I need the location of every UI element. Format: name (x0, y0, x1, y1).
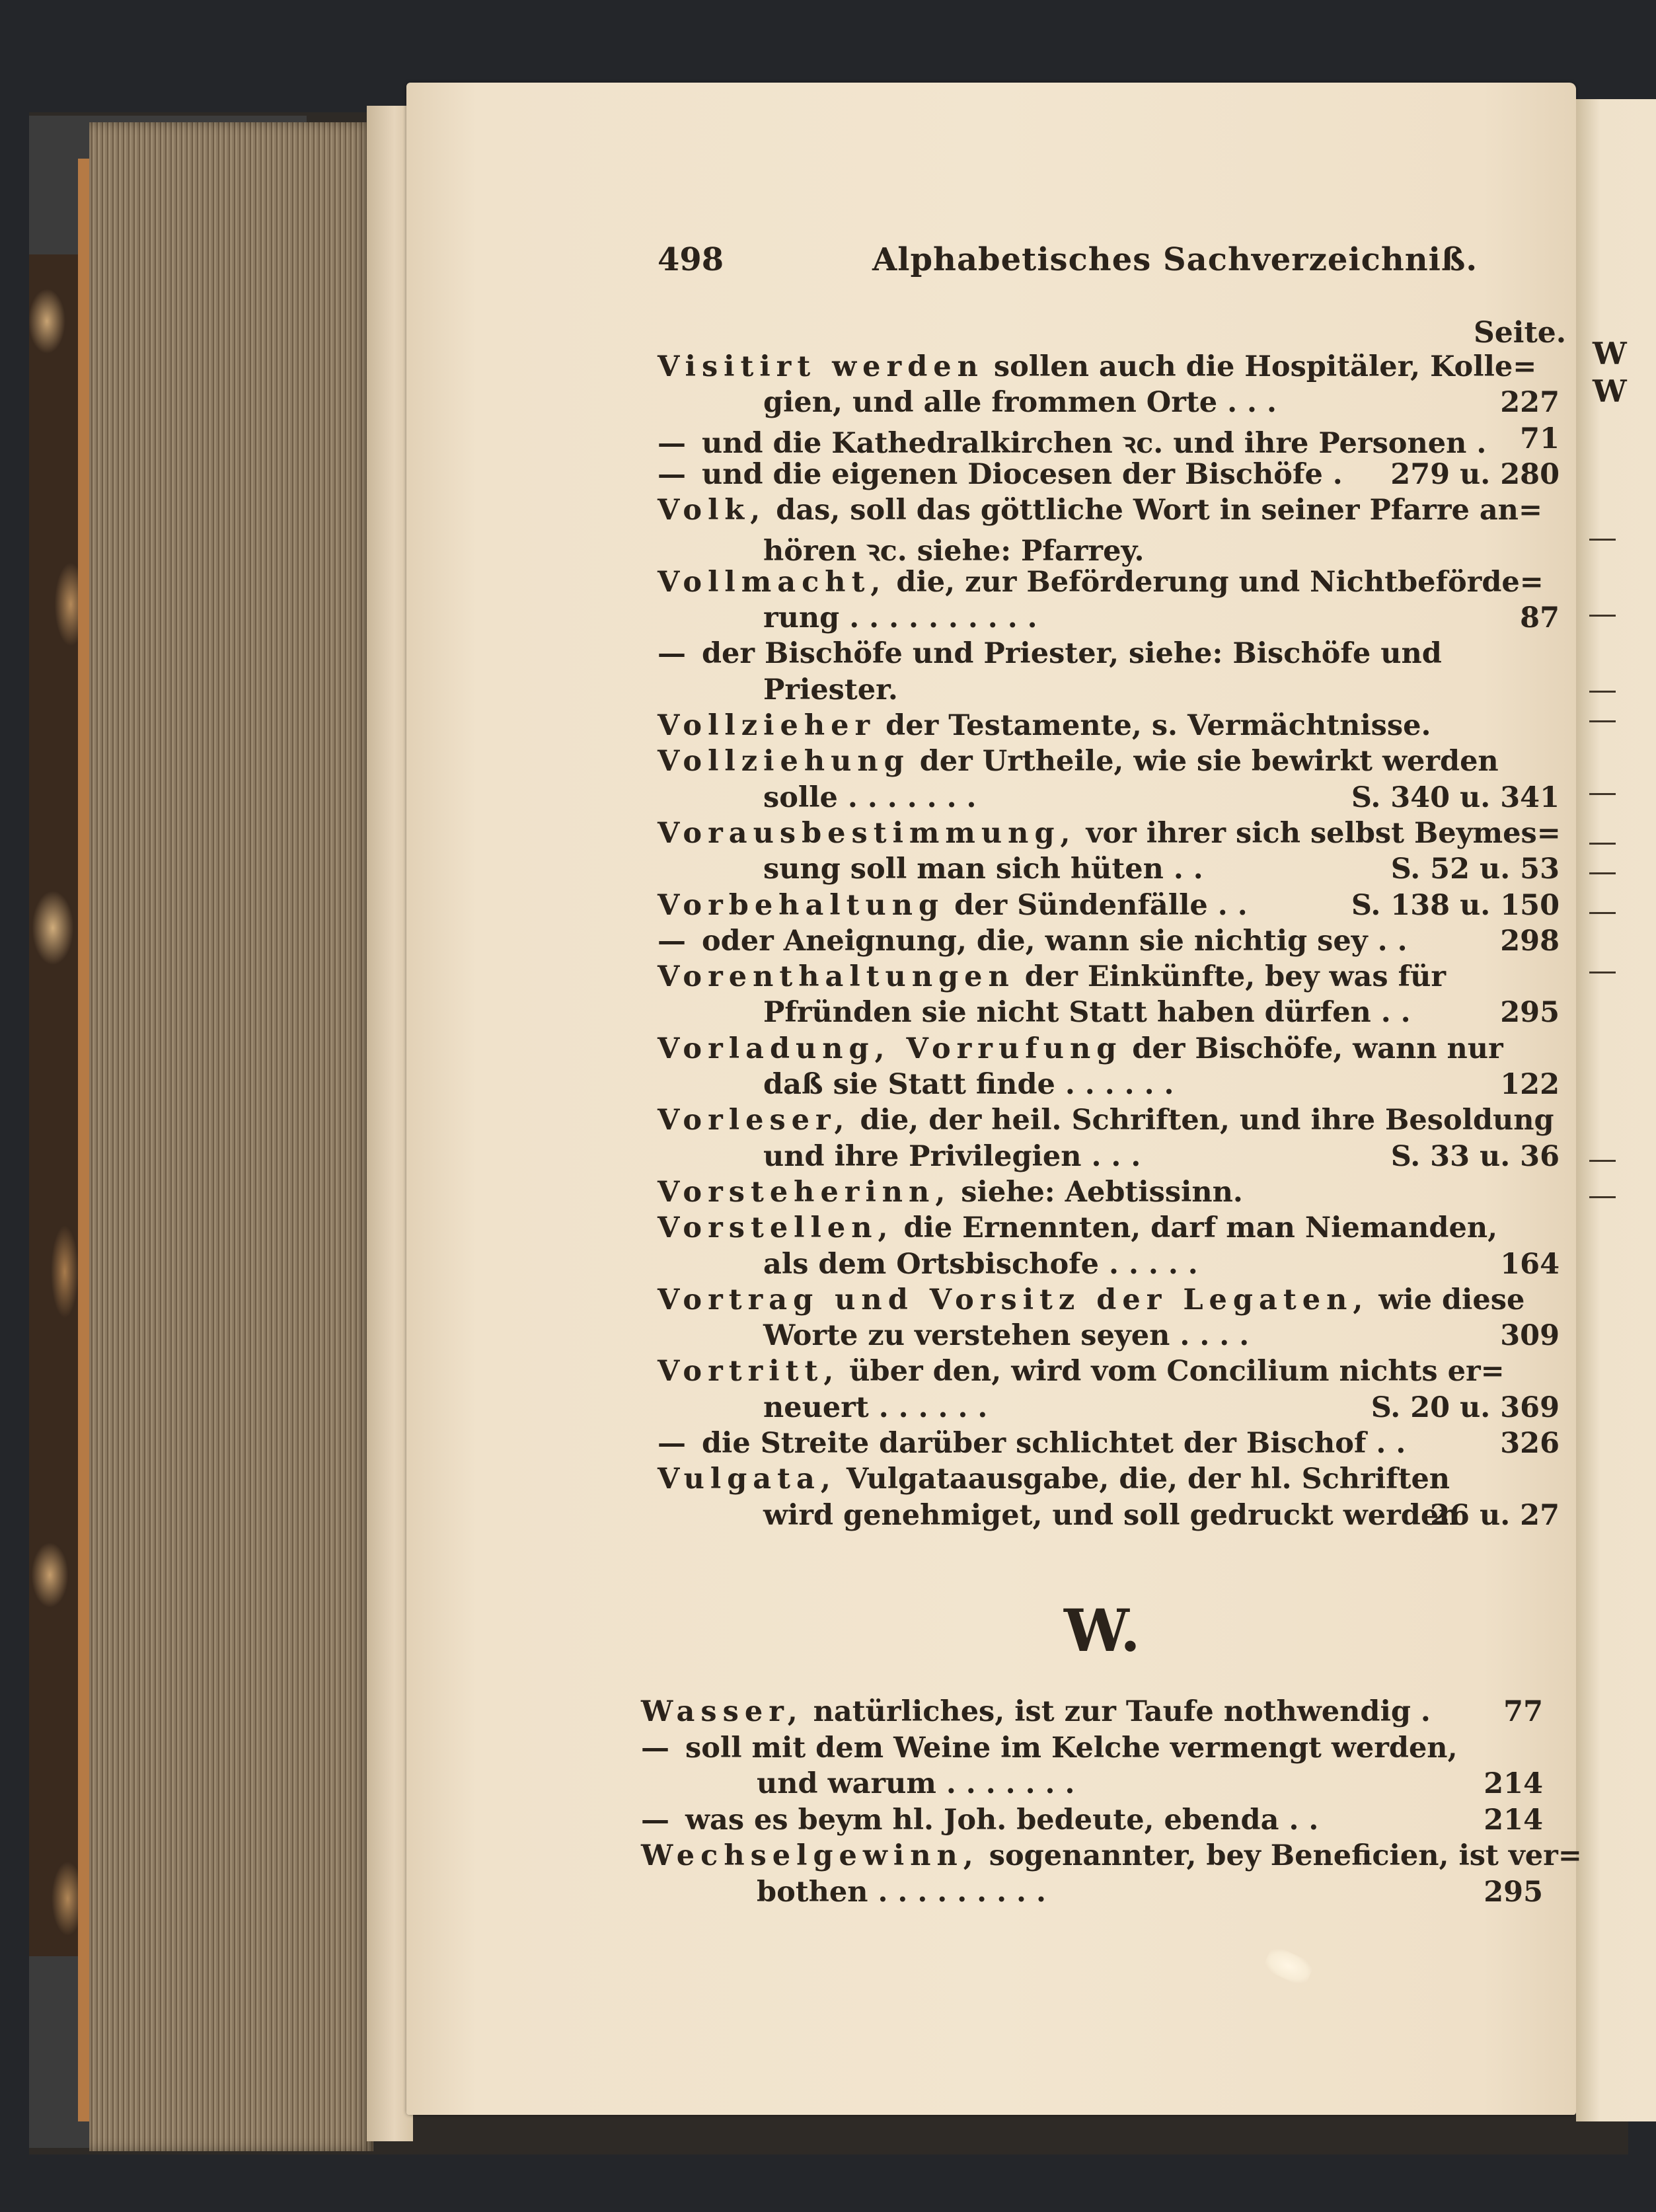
entry-headword: Vollmacht, (658, 565, 887, 599)
index-line (658, 458, 1343, 494)
entry-headword: Vorausbestimmung, (658, 816, 1076, 850)
index-line (763, 1499, 1459, 1535)
seite-column-label: Seite. (1474, 316, 1567, 350)
entry-page-ref: 164 (1500, 1247, 1560, 1281)
entry-headword: — (658, 426, 692, 460)
index-line (658, 494, 1542, 529)
index-line (658, 1032, 1503, 1068)
entry-text: was es beym hl. Joh. bedeute, ebenda . . (685, 1803, 1319, 1837)
index-line (658, 745, 1499, 781)
index-line (658, 889, 1248, 925)
entry-headword: Vorladung, Vorrufung (658, 1032, 1123, 1065)
entry-text: Priester. (763, 673, 898, 706)
entry-page-ref: S. 138 u. 150 (1351, 888, 1560, 922)
entry-headword: — (641, 1803, 675, 1837)
index-line (763, 1248, 1198, 1283)
entry-text: der Testamente, s. Vermächtnisse. (885, 709, 1431, 742)
index-line (658, 637, 1442, 673)
entry-text: und die eigenen Diocesen der Bischöfe . (701, 457, 1343, 491)
index-line (757, 1876, 1046, 1911)
entry-headword: — (658, 457, 692, 491)
index-line (763, 1391, 987, 1427)
entry-page-ref: 295 (1500, 996, 1560, 1030)
index-line (658, 925, 1408, 960)
index-line (658, 566, 1544, 601)
index-line (658, 422, 1486, 458)
entry-text: über den, wird vom Concilium nichts er= (849, 1355, 1505, 1389)
index-line (763, 781, 977, 817)
entry-text: die, zur Beförderung und Nichtbeförde= (896, 565, 1544, 599)
entry-page-ref: 122 (1500, 1068, 1560, 1101)
entry-text: hören ꝛc. siehe: Pfarrey. (763, 534, 1145, 568)
entry-text: die Ernennten, darf man Niemanden, (903, 1211, 1498, 1245)
index-line (641, 1804, 1318, 1839)
entry-page-ref: 214 (1484, 1803, 1543, 1837)
entry-headword: Vulgata, (658, 1463, 837, 1496)
entry-headword: — (658, 924, 692, 958)
index-line (658, 1463, 1450, 1498)
entry-text: der Urtheile, wie sie bewirkt werden (919, 745, 1499, 779)
entry-page-ref: 309 (1500, 1319, 1560, 1353)
entry-text: der Einkünfte, bey was für (1024, 960, 1447, 994)
index-line (658, 709, 1431, 745)
entry-headword: Vorleser, (658, 1104, 850, 1137)
entry-headword: Vollzieher (658, 709, 876, 742)
entry-headword: Vorstellen, (658, 1211, 894, 1245)
entry-headword: — (641, 1731, 675, 1765)
entry-text: Worte zu verstehen seyen . . . . (763, 1319, 1250, 1353)
index-line (763, 996, 1411, 1032)
entry-text: der Sündenfälle . . (954, 888, 1248, 922)
entry-headword: — (658, 637, 692, 671)
entry-text: der Bischöfe und Priester, siehe: Bischöfe und (701, 637, 1442, 671)
entry-page-ref: S. 52 u. 53 (1390, 853, 1560, 886)
entry-text: als dem Ortsbischofe . . . . . (763, 1247, 1198, 1281)
entry-text: soll mit dem Weine im Kelche vermengt werden, (685, 1731, 1458, 1765)
entry-text: bothen . . . . . . . . . (757, 1875, 1046, 1909)
entry-headword: Volk, (658, 494, 767, 527)
entry-page-ref: S. 33 u. 36 (1390, 1139, 1560, 1173)
index-line (763, 1319, 1249, 1355)
entry-text: siehe: Aebtissinn. (961, 1175, 1243, 1209)
entry-page-ref: 71 (1520, 422, 1560, 455)
entry-page-ref: 298 (1500, 924, 1560, 958)
index-line (763, 601, 1037, 637)
entry-text: und warum . . . . . . . (757, 1767, 1075, 1800)
index-line (658, 817, 1561, 853)
entry-page-ref: 87 (1520, 601, 1560, 635)
section-letter-w: W. (1064, 1596, 1141, 1665)
index-line (763, 1140, 1141, 1176)
entry-text: wird genehmiget, und soll gedruckt werden (763, 1498, 1460, 1532)
entry-headword: Vortrag und Vorsitz der Legaten, (658, 1283, 1369, 1316)
entry-headword: Vorbehaltung (658, 888, 945, 922)
entry-text: rung . . . . . . . . . . (763, 601, 1037, 635)
index-line (658, 1355, 1505, 1391)
index-line (641, 1839, 1582, 1875)
entry-headword: Visitirt werden (658, 350, 984, 383)
index-line (658, 1427, 1406, 1463)
entry-text: die, der heil. Schriften, und ihre Besoldung (860, 1104, 1554, 1137)
entry-text: wie diese (1378, 1283, 1525, 1316)
index-line (658, 1211, 1497, 1247)
entry-headword: Vortritt, (658, 1355, 840, 1389)
index-line (658, 1176, 1243, 1211)
entry-page-ref: 26 u. 27 (1430, 1498, 1560, 1532)
index-line (763, 386, 1277, 422)
page-block-edges (89, 122, 373, 2151)
entry-text: vor ihrer sich selbst Beymes= (1086, 816, 1561, 850)
entry-text: und die Kathedralkirchen ꝛc. und ihre Personen . (701, 426, 1487, 460)
next-page-letter: W (1593, 373, 1627, 409)
entry-headword: Vorsteherinn, (658, 1175, 952, 1209)
index-line (641, 1732, 1458, 1767)
entry-headword: — (658, 1427, 692, 1460)
index-line (763, 853, 1203, 888)
entry-page-ref: 279 u. 280 (1390, 457, 1560, 491)
page-number: 498 (658, 241, 724, 278)
entry-text: natürliches, ist zur Taufe nothwendig . (813, 1695, 1431, 1728)
index-line (757, 1767, 1074, 1803)
entry-text: Pfründen sie nicht Statt haben dürfen . . (763, 996, 1411, 1030)
index-line (658, 1104, 1554, 1139)
entry-text: und ihre Privilegien . . . (763, 1139, 1141, 1173)
entry-text: solle . . . . . . . (763, 781, 977, 814)
entry-page-ref: 295 (1484, 1875, 1543, 1909)
entry-text: Vulgataausgabe, die, der hl. Schriften (846, 1463, 1450, 1496)
entry-page-ref: 77 (1503, 1695, 1543, 1728)
entry-text: gien, und alle frommen Orte . . . (763, 386, 1277, 420)
entry-text: sollen auch die Hospitäler, Kolle= (993, 350, 1537, 383)
entry-headword: Vollziehung (658, 745, 910, 779)
entry-text: sung soll man sich hüten . . (763, 853, 1203, 886)
entry-text: daß sie Statt finde . . . . . . (763, 1068, 1174, 1101)
entry-text: der Bischöfe, wann nur (1132, 1032, 1503, 1065)
entry-text: das, soll das göttliche Wort in seiner Pfarre an= (776, 494, 1542, 527)
next-page-letter: W (1593, 336, 1627, 371)
index-line (658, 960, 1446, 996)
index-line (658, 350, 1536, 386)
entry-text: die Streite darüber schlichtet der Bischof . . (701, 1427, 1406, 1460)
entry-headword: Vorenthaltungen (658, 960, 1015, 994)
running-head-title: Alphabetisches Sachverzeichniß. (872, 241, 1478, 278)
entry-page-ref: 214 (1484, 1767, 1543, 1800)
entry-page-ref: 227 (1500, 386, 1560, 420)
index-line (763, 1068, 1174, 1104)
index-line (641, 1695, 1431, 1731)
index-line (763, 530, 1144, 566)
entry-text: oder Aneignung, die, wann sie nichtig sey . . (701, 924, 1408, 958)
entry-headword: Wechselgewinn, (641, 1839, 979, 1872)
entry-text: neuert . . . . . . (763, 1391, 988, 1424)
index-line (763, 673, 898, 709)
entry-page-ref: S. 20 u. 369 (1371, 1391, 1560, 1424)
entry-headword: Wasser, (641, 1695, 804, 1728)
index-line (658, 1283, 1524, 1319)
entry-page-ref: 326 (1500, 1427, 1560, 1460)
entry-page-ref: S. 340 u. 341 (1351, 781, 1560, 814)
entry-text: sogenannter, bey Beneficien, ist ver= (989, 1839, 1582, 1872)
